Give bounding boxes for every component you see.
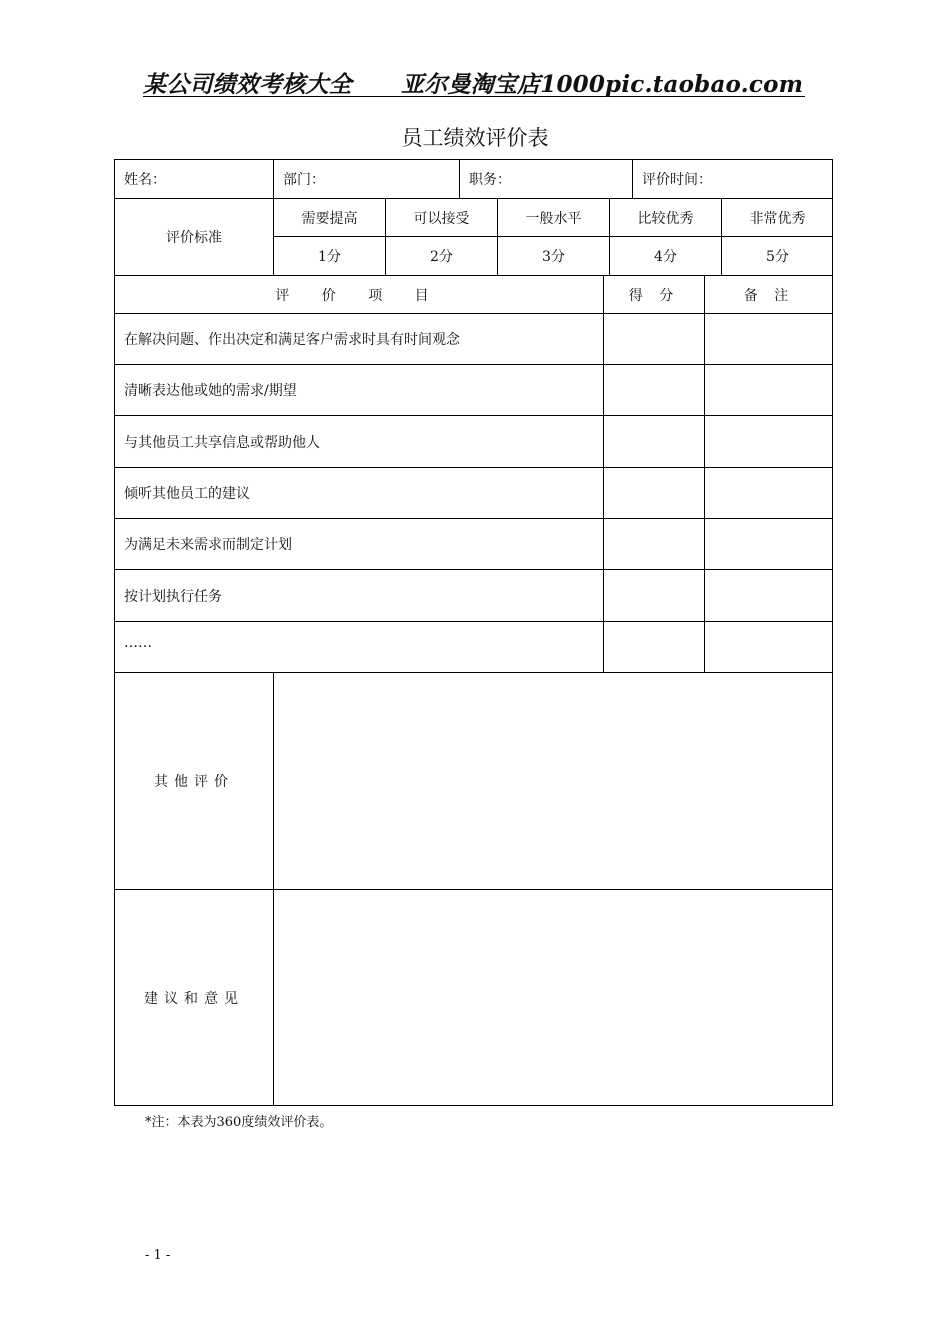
score-cell-2[interactable]: [603, 364, 704, 415]
department-field[interactable]: 部门：: [273, 159, 459, 198]
item-row-4: 倾听其他员工的建议: [114, 467, 603, 518]
score-column-header: [603, 275, 704, 313]
item-column-header: [114, 275, 603, 313]
score-cell-7[interactable]: [603, 621, 704, 672]
score-column-label: 得 分: [628, 287, 680, 304]
score-2: 2分: [385, 236, 497, 275]
remark-column-label: 备 注: [743, 287, 795, 304]
eval-time-field[interactable]: 评价时间：: [632, 159, 833, 198]
suggestions-text: 建议和意见: [144, 991, 244, 1007]
score-5: 5分: [721, 236, 833, 275]
score-cell-5[interactable]: [603, 518, 704, 569]
standard-label: 评价标准: [114, 198, 273, 275]
remark-cell-6[interactable]: [704, 569, 833, 621]
page-number: - 1 -: [145, 1248, 171, 1263]
score-4: 4分: [609, 236, 721, 275]
item-row-1: 在解决问题、作出决定和满足客户需求时具有时间观念: [114, 313, 603, 364]
score-3: 3分: [497, 236, 609, 275]
item-row-5: 为满足未来需求而制定计划: [114, 518, 603, 569]
item-column-label: 评 价 项 目: [275, 287, 443, 304]
remark-column-header: [704, 275, 833, 313]
header-text: 某公司绩效考核大全 亚尔曼淘宝店1000pic.taobao.com: [143, 71, 804, 98]
table-right-border: [832, 159, 833, 1106]
score-1: 1分: [273, 236, 385, 275]
score-cell-4[interactable]: [603, 467, 704, 518]
level-1: 需要提高: [273, 198, 385, 236]
footnote: *注：本表为360度绩效评价表。: [145, 1115, 333, 1130]
remark-cell-1[interactable]: [704, 313, 833, 364]
suggestions-label: [114, 889, 273, 1106]
remark-cell-4[interactable]: [704, 467, 833, 518]
item-row-3: 与其他员工共享信息或帮助他人: [114, 415, 603, 467]
remark-cell-2[interactable]: [704, 364, 833, 415]
level-2: 可以接受: [385, 198, 497, 236]
position-field[interactable]: 职务：: [459, 159, 632, 198]
table-bottom-border: [114, 1105, 833, 1106]
page-header: [143, 64, 805, 97]
level-5: 非常优秀: [721, 198, 833, 236]
form-title: 员工绩效评价表: [401, 126, 549, 150]
level-4: 比较优秀: [609, 198, 721, 236]
score-cell-1[interactable]: [603, 313, 704, 364]
suggestions-field[interactable]: [273, 889, 833, 1106]
score-cell-3[interactable]: [603, 415, 704, 467]
remark-cell-7[interactable]: [704, 621, 833, 672]
other-eval-label: [114, 672, 273, 889]
item-row-7: ……: [114, 621, 603, 672]
other-eval-text: 其他评价: [154, 774, 234, 790]
remark-cell-3[interactable]: [704, 415, 833, 467]
item-row-2: 清晰表达他或她的需求/期望: [114, 364, 603, 415]
score-cell-6[interactable]: [603, 569, 704, 621]
item-row-6: 按计划执行任务: [114, 569, 603, 621]
other-eval-field[interactable]: [273, 672, 833, 889]
level-3: 一般水平: [497, 198, 609, 236]
name-field[interactable]: 姓名：: [114, 159, 273, 198]
remark-cell-5[interactable]: [704, 518, 833, 569]
